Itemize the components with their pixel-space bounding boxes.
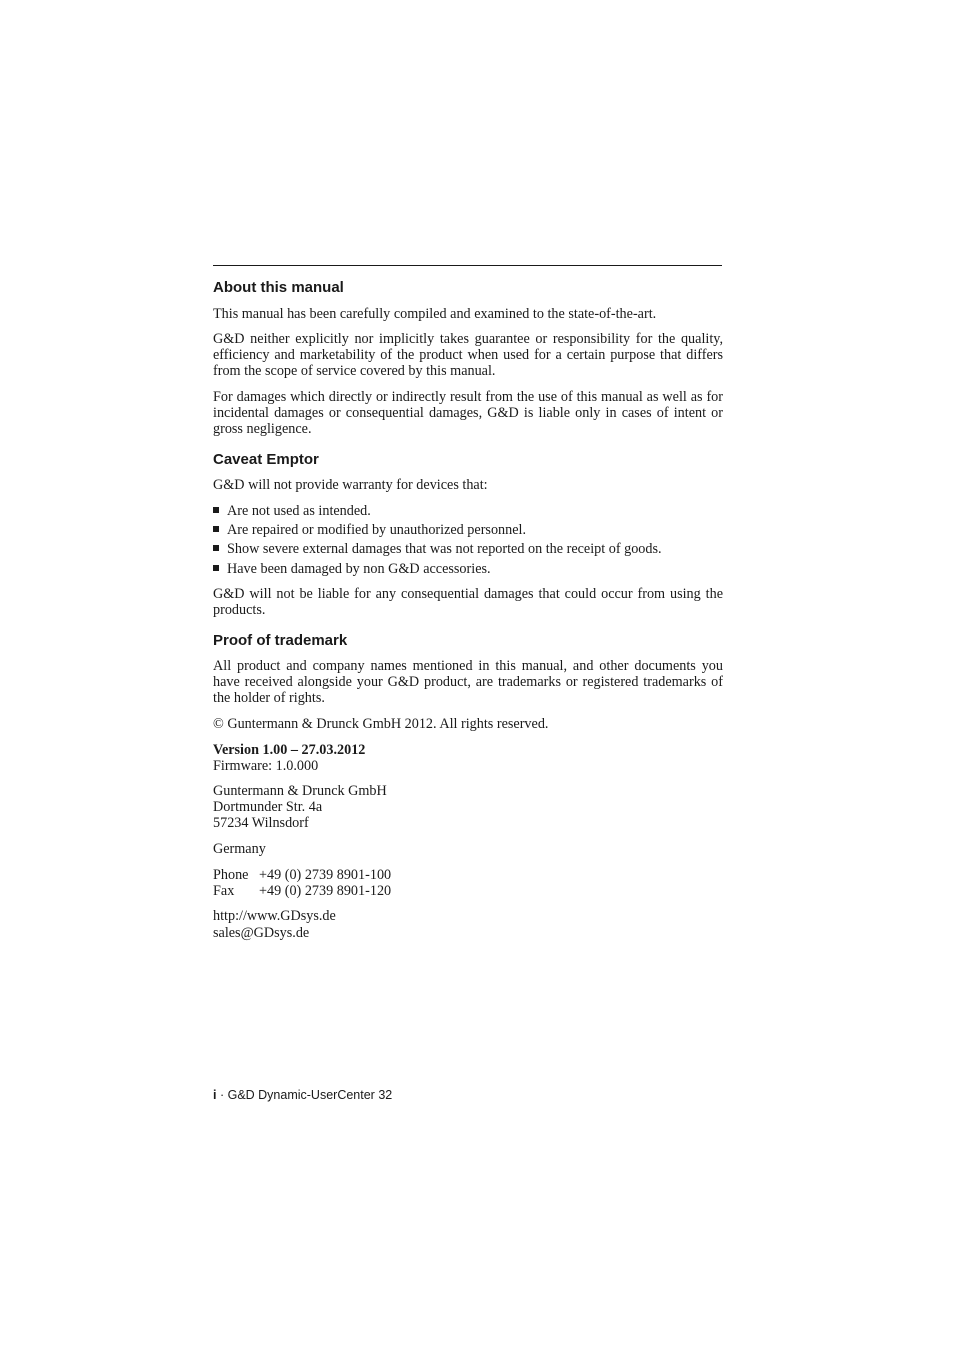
phone-number: +49 (0) 2739 8901-100	[259, 867, 392, 883]
caveat-section	[213, 451, 723, 469]
fax-number: +49 (0) 2739 8901-120	[259, 883, 392, 899]
fax-line	[213, 883, 391, 899]
caveat-closing-wrap	[213, 586, 723, 618]
list-item	[213, 522, 526, 538]
about-p3-wrap	[213, 389, 723, 437]
copyright-line: © Guntermann & Drunck GmbH 2012. All rights reserved.	[213, 716, 549, 732]
fax-label: Fax	[213, 883, 235, 899]
trademark-heading: Proof of trademark	[213, 632, 348, 649]
list-item-text: Are repaired or modified by unauthorized personnel.	[227, 522, 527, 538]
email-link[interactable]: sales@GDsys.de	[213, 925, 310, 941]
list-item-text: Show severe external damages that was not reported on the receipt of goods.	[227, 541, 662, 557]
about-paragraph-1: This manual has been carefully compiled and examined to the state-of-the-art.	[213, 306, 657, 322]
bullet-icon	[213, 565, 219, 571]
bullet-icon	[213, 507, 219, 513]
list-item	[213, 541, 662, 557]
website-link[interactable]: http://www.GDsys.de	[213, 908, 336, 924]
list-item-text: Have been damaged by non G&D accessories.	[227, 561, 491, 577]
list-item	[213, 561, 491, 577]
caveat-intro: G&D will not provide warranty for devices that:	[213, 477, 488, 493]
footer-separator: ·	[216, 1088, 228, 1102]
phone-label: Phone	[213, 867, 249, 883]
company-name: Guntermann & Drunck GmbH	[213, 783, 387, 799]
city-line: 57234 Wilnsdorf	[213, 815, 309, 831]
bullet-icon	[213, 545, 219, 551]
about-p1-wrap	[213, 306, 723, 322]
about-paragraph-2: G&D neither explicitly nor implicitly takes guarantee or responsibility for the quality, efficiency and marketability of the product when used for a certain purpose that differs from the scope of service covered by this manual.	[213, 331, 723, 379]
firmware-line: Firmware: 1.0.000	[213, 758, 319, 774]
about-heading: About this manual	[213, 279, 344, 296]
page-footer	[213, 1088, 392, 1103]
top-rule	[213, 265, 722, 266]
trademark-paragraph: All product and company names mentioned in this manual, and other documents you have received alongside your G&D product, are trademarks or registered trademarks of the holder of rights.	[213, 658, 723, 706]
trademark-section	[213, 632, 723, 650]
caveat-closing: G&D will not be liable for any consequential damages that could occur from using the products.	[213, 586, 723, 618]
trademark-p1-wrap	[213, 658, 723, 706]
list-item-text: Are not used as intended.	[227, 503, 371, 519]
street-line: Dortmunder Str. 4a	[213, 799, 323, 815]
phone-line	[213, 867, 391, 883]
page-number: i	[213, 1088, 217, 1102]
version-label: Version 1.00 – 27.03.2012	[213, 742, 366, 758]
list-item	[213, 503, 371, 519]
about-paragraph-3: For damages which directly or indirectly result from the use of this manual as well as for incidental damages or consequential damages, G&D is liable only in cases of intent or gross negligence.	[213, 389, 723, 437]
caveat-heading: Caveat Emptor	[213, 451, 319, 468]
about-section	[213, 279, 723, 297]
footer-title: G&D Dynamic-UserCenter 32	[227, 1088, 393, 1102]
country-line: Germany	[213, 841, 266, 857]
bullet-icon	[213, 526, 219, 532]
about-p2-wrap	[213, 331, 723, 379]
